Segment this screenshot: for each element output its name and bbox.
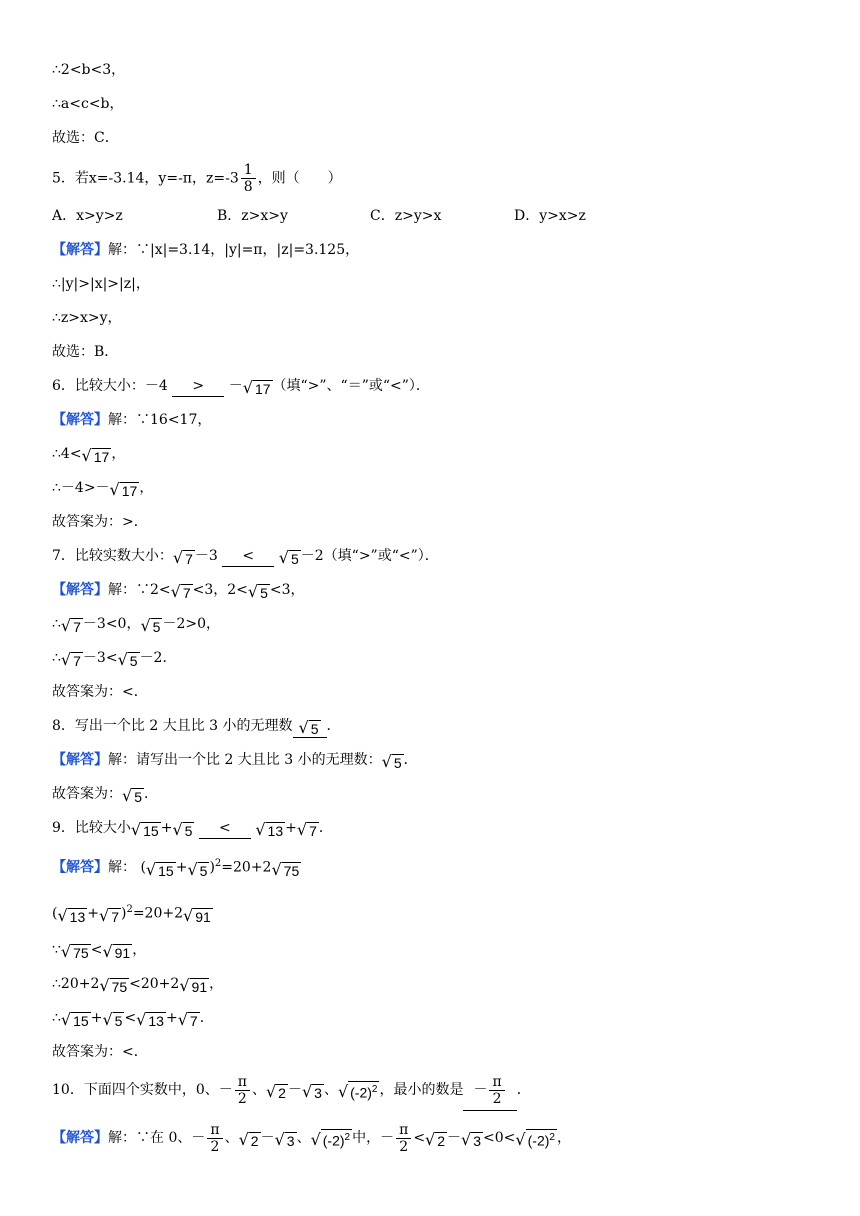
question-5-options	[52, 206, 586, 226]
question-8: 8．写出一个比 2 大且比 3 小的无理数 √ 5 ．	[52, 718, 341, 737]
answer-blank: <	[199, 818, 251, 839]
solution-line: ∴ √ 15 + √ 5 < √ 13 + √ 7 ．	[52, 1010, 214, 1029]
answer-blank: √ 5	[293, 716, 327, 738]
solution-line: ∴2<b<3，	[52, 62, 126, 78]
answer-tag: 【解答】	[52, 242, 108, 258]
option-b: B．z>x>y	[217, 208, 288, 224]
option-d: D．y>x>z	[514, 208, 586, 224]
fraction: $\frac{1}{8}$	[241, 162, 256, 195]
solution-line: ∴z>x>y，	[52, 310, 122, 326]
solution-line: ∴－4>－ √ 17 ，	[52, 480, 154, 499]
question-7: 7．比较实数大小： √ 7 －3 < √ 5 －2（填“>”或“<”）．	[52, 548, 439, 567]
solution-line: ( √ 13 + √ 7 )$^2$=20+2 √ 91	[52, 904, 211, 925]
answer-blank: － $\frac{\pi}{2}$	[463, 1070, 516, 1111]
solution-line: 故答案为： √ 5 ．	[52, 786, 158, 805]
answer-8: 【解答】解：请写出一个比 2 大且比 3 小的无理数： √ 5 ．	[52, 752, 418, 771]
solution-line: 故答案为：<．	[52, 684, 148, 700]
solution-line: ∴4< √ 17 ，	[52, 446, 126, 465]
answer-9: 【解答】解： ( √ 15 + √ 5 )$^2$=20+2 √ 75	[52, 858, 300, 879]
solution-line: ∴ √ 7 －3< √ 5 －2．	[52, 650, 177, 669]
question-6: 6．比较大小：－4 > － √ 17 （填“>”、“＝”或“<”）．	[52, 378, 430, 397]
option-c: C．z>y>x	[370, 208, 442, 224]
solution-line: ∴20+2 √ 75 <20+2 √ 91 ，	[52, 976, 224, 995]
answer-5: 【解答】解：∵|x|=3.14，|y|=π，|z|=3.125，	[52, 242, 360, 258]
solution-line: ∴ √ 7 －3<0， √ 5 －2>0，	[52, 616, 221, 635]
question-5: 5．若x=-3.14，y=-π，z=-3 $\frac{1}{8}$ ，则（ ）	[52, 162, 342, 195]
question-9: 9．比较大小 √ 15 + √ 5 < √ 13 + √ 7 ．	[52, 820, 333, 839]
solution-line: 故答案为：>．	[52, 514, 148, 530]
answer-blank: >	[172, 376, 224, 397]
solution-line: ∴a<c<b，	[52, 96, 124, 112]
solution-line: 故选：C．	[52, 130, 119, 146]
solution-line: ∴|y|>|x|>|z|，	[52, 276, 150, 292]
solution-line: ∵ √ 75 < √ 91 ，	[52, 942, 147, 961]
solution-line: 故答案为：<．	[52, 1044, 148, 1060]
answer-6: 【解答】解：∵16<17，	[52, 412, 212, 428]
question-10: 10．下面四个实数中，0、－ $\frac{\pi}{2}$ 、 √ 2 － √ 3 、 √ $(-2)^2$ ，最小的数是 － $\frac{\pi}{2}$ ．	[52, 1070, 531, 1111]
sqrt: √ 17	[242, 378, 271, 397]
answer-7: 【解答】解：∵2< √ 7 <3，2< √ 5 <3，	[52, 582, 305, 601]
answer-blank: <	[222, 546, 274, 567]
solution-line: 故选：B．	[52, 344, 119, 360]
option-a: A．x>y>z	[52, 208, 123, 224]
answer-10: 【解答】解：∵在 0、－ $\frac{\pi}{2}$ 、 √ 2 － √ 3 、 √ $(-2)^2$ 中，－ $\frac{\pi}{2}$ < √ 2 － √ 3 <0< √ $(-2)^2$ ，	[52, 1121, 571, 1155]
